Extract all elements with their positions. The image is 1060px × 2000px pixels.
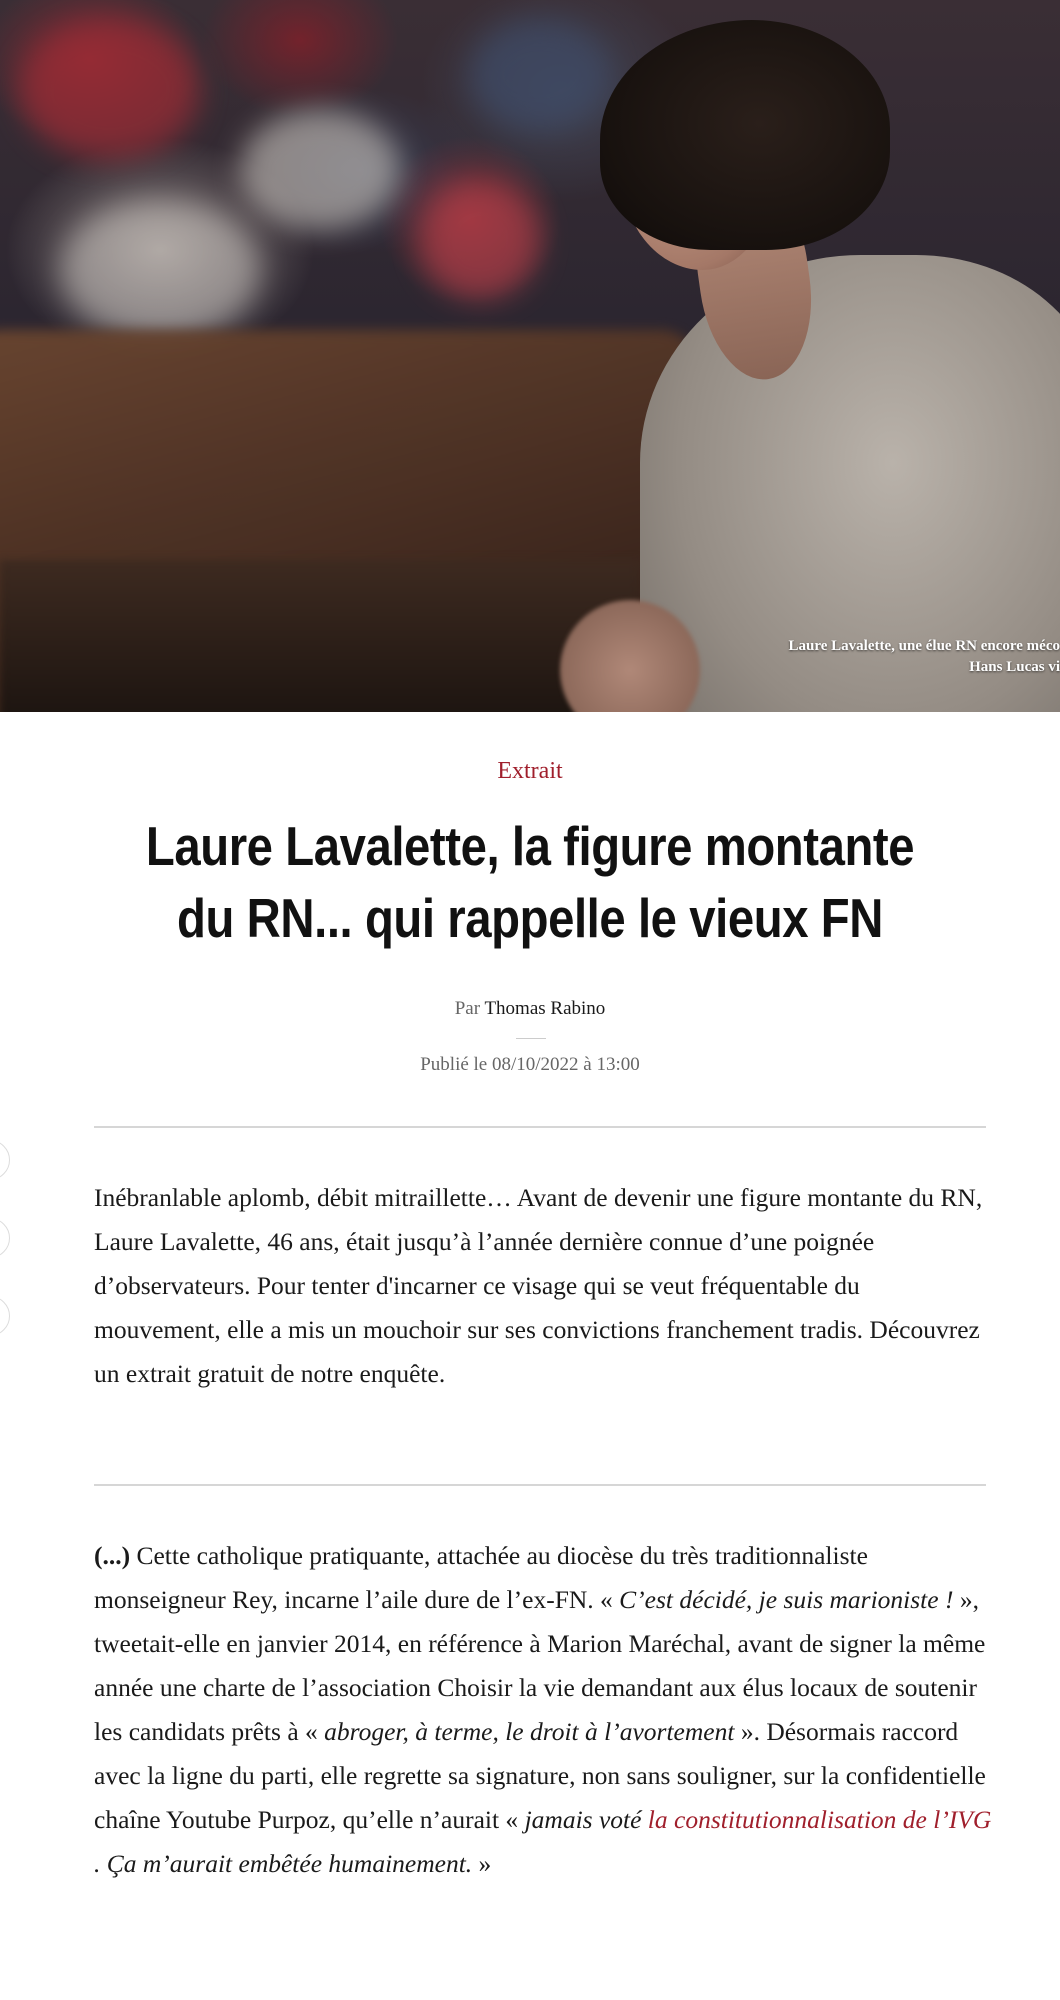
body-text: », tweetait-elle en janvier 2014, en référence à Marion Maréchal, avant de signer la même année une charte de l’association Choisir la vie demandant aux élus locaux de soutenir les candidats prêts à «	[94, 1585, 986, 1746]
article-kicker[interactable]: Extrait	[497, 758, 563, 784]
quote: jamais voté	[524, 1805, 648, 1834]
byline	[0, 998, 1060, 1020]
section-divider	[94, 1126, 986, 1128]
photo-caption	[640, 636, 1060, 678]
share-button[interactable]	[0, 1296, 10, 1336]
quote: C’est décidé, je suis marioniste !	[619, 1585, 954, 1614]
caption-line: Hans Lucas vi	[969, 659, 1060, 675]
byline-divider	[516, 1038, 546, 1039]
share-button[interactable]	[0, 1218, 10, 1258]
caption-line: Laure Lavalette, une élue RN encore méco	[788, 638, 1060, 654]
body-text: »	[472, 1849, 492, 1878]
article-body	[94, 1534, 994, 1886]
section-divider	[94, 1484, 986, 1486]
background-blur	[240, 110, 400, 230]
quote: . Ça m’aurait embêtée humainement.	[94, 1849, 473, 1878]
article-lead: Inébranlable aplomb, débit mitraillette… Avant de devenir une figure montante du RN, Laure Lavalette, 46 ans, était jusqu’à l’année dernière connue d’une poignée d’observateurs. Pour tenter d'incarner ce visage qui se veut fréquentable du mouvement, elle a mis un mouchoir sur ses convictions franchement tradis. Découvrez un extrait gratuit de notre enquête.	[94, 1183, 983, 1388]
body-text: ». Désormais raccord avec la ligne du parti, elle regrette sa signature, non sans souligner, sur la confidentielle chaîne Youtube Purpoz, qu’elle n’aurait «	[94, 1717, 986, 1834]
background-blur	[420, 180, 540, 300]
body-text: Cette catholique pratiquante, attachée au diocèse du très traditionnaliste monseigneur Rey, incarne l’aile dure de l’ex-FN. «	[94, 1541, 868, 1614]
quote: abroger, à terme, le droit à l’avortement	[324, 1717, 735, 1746]
publish-date: Publié le 08/10/2022 à 13:00	[420, 1054, 640, 1075]
byline-prefix: Par	[454, 998, 481, 1019]
ellipsis-marker: (...)	[94, 1541, 131, 1570]
wooden-bench	[0, 560, 640, 712]
ivg-link[interactable]: la constitutionnalisation de l’IVG	[647, 1805, 992, 1834]
person-hair	[600, 20, 890, 250]
article-title: Laure Lavalette, la figure montante du RN... qui rappelle le vieux FN	[145, 815, 915, 949]
background-blur	[470, 20, 610, 130]
hero-photo	[0, 0, 1060, 712]
background-blur	[60, 200, 260, 340]
share-button[interactable]	[0, 1140, 10, 1180]
author-link[interactable]: Thomas Rabino	[484, 998, 606, 1019]
background-blur	[20, 20, 200, 160]
